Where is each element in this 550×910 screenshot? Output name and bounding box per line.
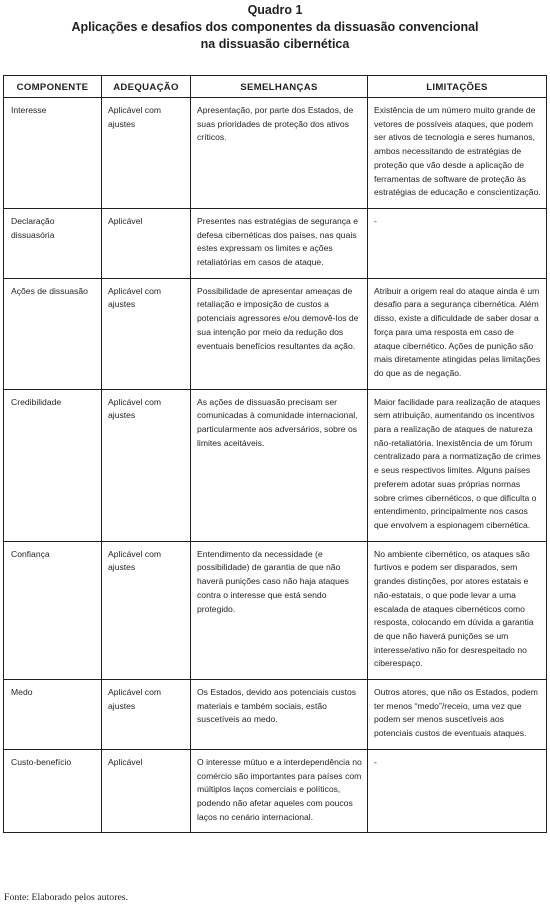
- cell-componente: Medo: [4, 680, 102, 750]
- cell-limitacoes: Atribuir a origem real do ataque ainda é um desafio para a segurança cibernética. Além disso, existe a dificuldade de saber dosar a força para uma resposta em caso de ataque cibernético. Ações de punição são mais diretamente atingidas pelas limitações do que as de negação.: [368, 278, 547, 389]
- cell-adequacao: Aplicável com ajustes: [102, 541, 191, 679]
- cell-semelhancas: As ações de dissuasão precisam ser comunicadas à comunidade internacional, particularmente aos adversários, sobre os limites aceitáveis.: [191, 389, 368, 541]
- cell-limitacoes: -: [368, 749, 547, 833]
- cell-adequacao: Aplicável: [102, 208, 191, 278]
- cell-semelhancas: Apresentação, por parte dos Estados, de suas prioridades de proteção dos ativos críticos.: [191, 98, 368, 209]
- components-table: [3, 75, 547, 833]
- table-caption: [0, 2, 550, 53]
- cell-adequacao: Aplicável com ajustes: [102, 98, 191, 209]
- cell-componente: Credibilidade: [4, 389, 102, 541]
- table-row: [4, 749, 547, 833]
- cell-semelhancas: O interesse mútuo e a interdependência no comércio são importantes para países com múltiplos laços comerciais e políticos, podendo não afetar aqueles com poucos laços no cenário internacional.: [191, 749, 368, 833]
- cell-limitacoes: Outros atores, que não os Estados, podem ter menos “medo”/receio, uma vez que podem ser menos suscetíveis aos potenciais custos de eventuais ataques.: [368, 680, 547, 750]
- table-row: [4, 98, 547, 209]
- cell-componente: Interesse: [4, 98, 102, 209]
- cell-semelhancas: Os Estados, devido aos potenciais custos materiais e também sociais, estão suscetíveis ao medo.: [191, 680, 368, 750]
- table-row: [4, 680, 547, 750]
- cell-componente: Custo-benefício: [4, 749, 102, 833]
- cell-componente: Declaração dissuasória: [4, 208, 102, 278]
- cell-adequacao: Aplicável: [102, 749, 191, 833]
- caption-title-line-2: na dissuasão cibernética: [200, 37, 350, 51]
- cell-limitacoes: Existência de um número muito grande de vetores de possíveis ataques, que podem ser ativos de tecnologia e seres humanos, ambos necessitando de estratégias de proteção que vão desde a aplicação de ferramentas de software de proteção às estratégias de educação e conscientização.: [368, 98, 547, 209]
- cell-componente: Confiança: [4, 541, 102, 679]
- cell-limitacoes: -: [368, 208, 547, 278]
- cell-limitacoes: Maior facilidade para realização de ataques sem atribuição, aumentando os incentivos para a realização de ataques de natureza não-retaliatória. Inexistência de um fórum centralizado para a normatização de crimes e seus respectivos limites. Alguns países preferem adotar suas próprias normas sobre crimes cibernéticos, o que dificulta o entendimento, principalmente nos casos que envolvem a espionagem cibernética.: [368, 389, 547, 541]
- table-row: [4, 278, 547, 389]
- header-componente: COMPONENTE: [4, 76, 102, 98]
- table-header-row: [4, 76, 547, 98]
- header-adequacao: ADEQUAÇÃO: [102, 76, 191, 98]
- caption-title-line-1: Aplicações e desafios dos componentes da dissuasão convencional: [71, 20, 479, 34]
- table-row: [4, 208, 547, 278]
- source-note: Fonte: Elaborado pelos autores.: [4, 892, 129, 903]
- header-semelhancas: SEMELHANÇAS: [191, 76, 368, 98]
- table-row: [4, 541, 547, 679]
- cell-adequacao: Aplicável com ajustes: [102, 680, 191, 750]
- cell-limitacoes: No ambiente cibernético, os ataques são furtivos e podem ser disparados, sem grandes distinções, por atores estatais e não-estatais, o que pode levar a uma escalada de ataques cibernéticos como resposta, colocando em dúvida a garantia de que não haverá punições se um interesse/ativo não for desrespeitado no ciberespaço.: [368, 541, 547, 679]
- cell-adequacao: Aplicável com ajustes: [102, 389, 191, 541]
- cell-semelhancas: Presentes nas estratégias de segurança e defesa cibernéticas dos países, nas quais estes expressam os limites e ações retaliatórias em casos de ataque.: [191, 208, 368, 278]
- header-limitacoes: LIMITAÇÕES: [368, 76, 547, 98]
- cell-semelhancas: Possibilidade de apresentar ameaças de retaliação e imposição de custos a potenciais agressores e/ou demovê-los de sua intenção por meio da redução dos eventuais benefícios resultantes da ação.: [191, 278, 368, 389]
- cell-componente: Ações de dissuasão: [4, 278, 102, 389]
- cell-adequacao: Aplicável com ajustes: [102, 278, 191, 389]
- cell-semelhancas: Entendimento da necessidade (e possibilidade) de garantia de que não haverá punições caso não haja ataques contra o interesse que está sendo protegido.: [191, 541, 368, 679]
- table-row: [4, 389, 547, 541]
- caption-number: Quadro 1: [247, 3, 303, 17]
